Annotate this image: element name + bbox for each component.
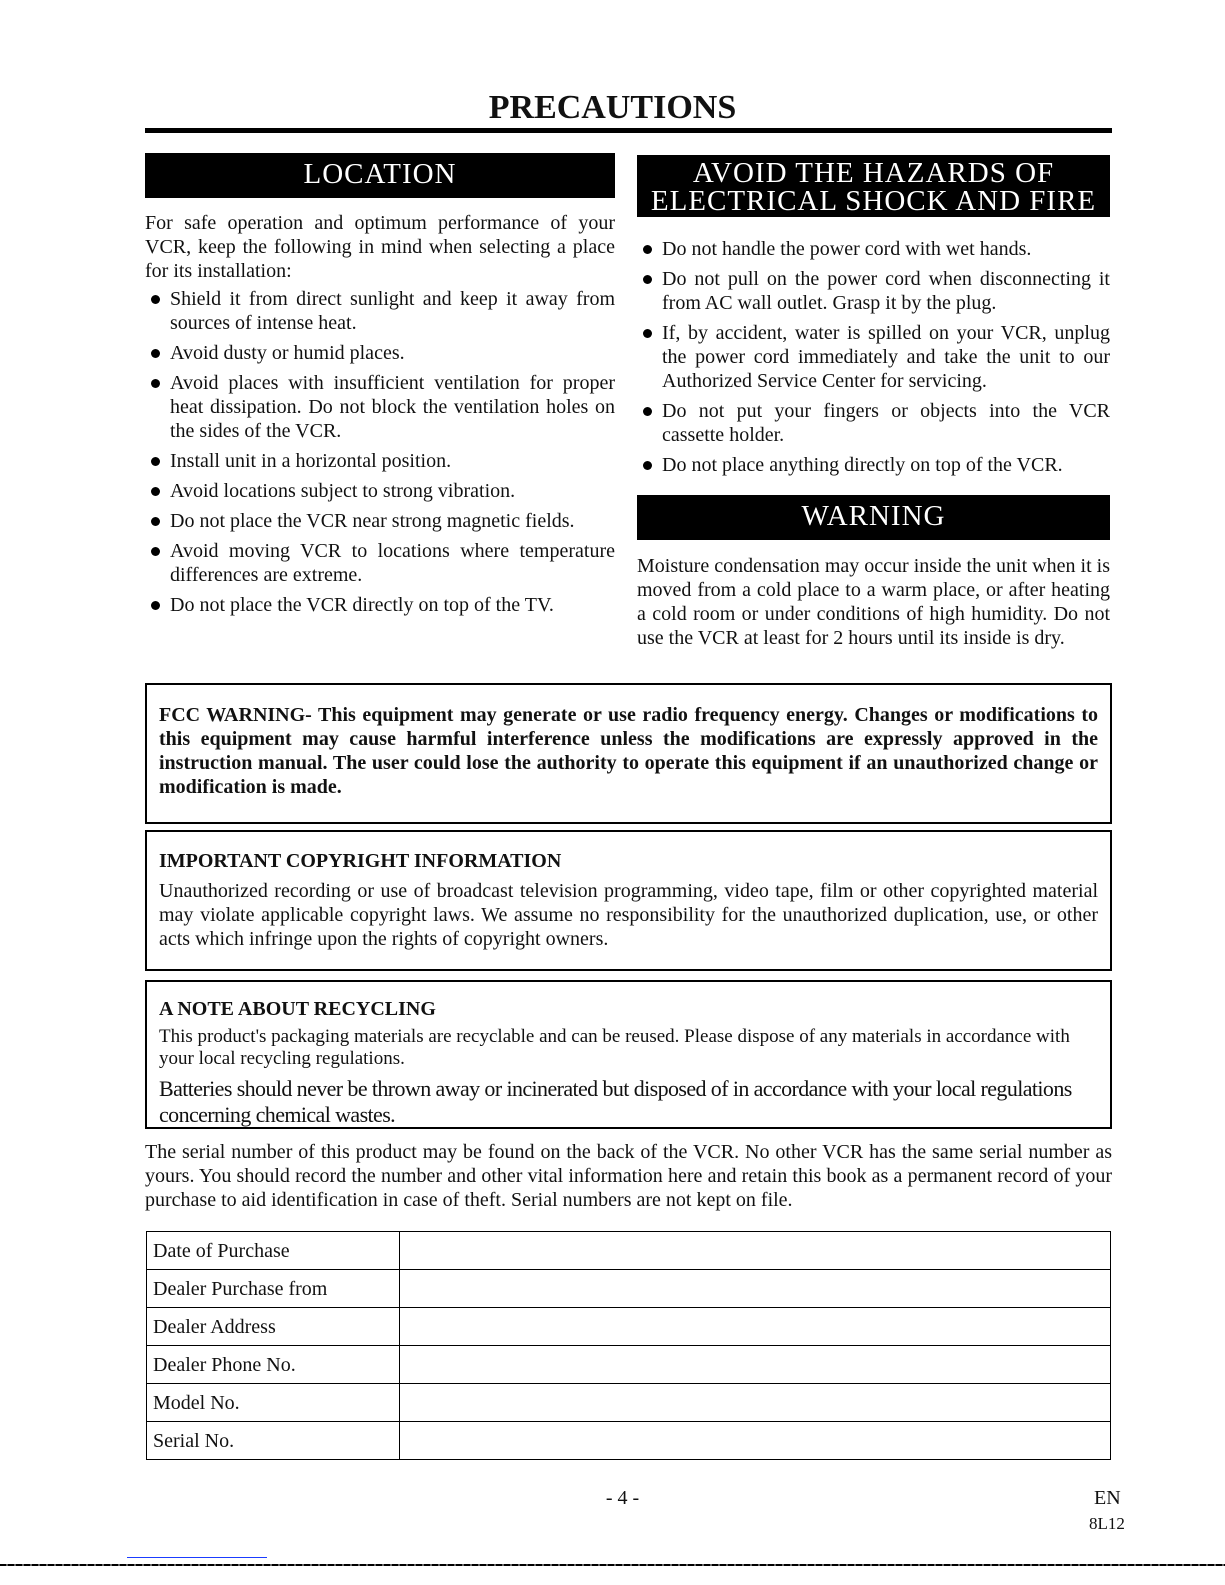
field-value[interactable] — [400, 1308, 1111, 1346]
bullet-icon — [151, 517, 160, 526]
recycling-heading: A NOTE ABOUT RECYCLING — [159, 998, 436, 1020]
hazards-heading-line2: ELECTRICAL SHOCK AND FIRE — [650, 185, 1097, 217]
list-item-text: Do not place anything directly on top of the VCR. — [662, 454, 1063, 476]
location-list — [145, 287, 615, 617]
list-item-text: Do not place the VCR directly on top of the TV. — [170, 594, 554, 616]
list-item — [145, 479, 615, 503]
field-value[interactable] — [400, 1384, 1111, 1422]
bullet-icon — [151, 601, 160, 610]
recycling-box — [145, 980, 1112, 1129]
bullet-icon — [151, 487, 160, 496]
list-item — [145, 371, 615, 443]
field-label: Model No. — [147, 1384, 400, 1422]
link-underline — [127, 1557, 267, 1558]
bullet-icon — [643, 245, 652, 254]
fcc-box — [145, 683, 1112, 824]
warning-text: Moisture condensation may occur inside the unit when it is moved from a cold place to a warm place, or after heating a cold room or under conditions of high humidity. Do not use the VCR at least for 2 hours until its inside is dry. — [637, 555, 1110, 649]
bullet-icon — [643, 275, 652, 284]
field-value[interactable] — [400, 1422, 1111, 1460]
list-item-text: Shield it from direct sunlight and keep it away from sources of intense heat. — [170, 288, 615, 334]
table-row — [147, 1270, 1111, 1308]
title-rule — [145, 128, 1112, 133]
bullet-icon — [151, 379, 160, 388]
list-item-text: Do not put your fingers or objects into the VCR cassette holder. — [662, 400, 1110, 446]
location-intro: For safe operation and optimum performance of your VCR, keep the following in mind when selecting a place for its installation: — [145, 212, 615, 282]
location-heading: LOCATION — [145, 153, 615, 198]
list-item — [145, 593, 615, 617]
list-item-text: Avoid places with insufficient ventilation for proper heat dissipation. Do not block the ventilation holes on the sides of the VCR. — [170, 372, 615, 442]
table-row — [147, 1232, 1111, 1270]
field-value[interactable] — [400, 1346, 1111, 1384]
field-label: Serial No. — [147, 1422, 400, 1460]
field-value[interactable] — [400, 1232, 1111, 1270]
list-item-text: Avoid dusty or humid places. — [170, 342, 405, 364]
copyright-box — [145, 830, 1112, 971]
hazards-heading-line1: AVOID THE HAZARDS OF — [692, 157, 1055, 189]
field-value[interactable] — [400, 1270, 1111, 1308]
serial-note: The serial number of this product may be found on the back of the VCR. No other VCR has the same serial number as yours. You should record the number and other vital information here and retain this book as a permanent record of your purchase to aid identification in case of theft. Serial numbers are not kept on file. — [145, 1141, 1112, 1211]
warning-heading: WARNING — [637, 495, 1110, 540]
list-item-text: Install unit in a horizontal position. — [170, 450, 452, 472]
list-item-text: Avoid moving VCR to locations where temperature differences are extreme. — [170, 540, 615, 586]
page-title: PRECAUTIONS — [488, 89, 737, 126]
list-item — [145, 509, 615, 533]
list-item-text: If, by accident, water is spilled on your VCR, unplug the power cord immediately and take the unit to our Authorized Service Center for servicing. — [662, 322, 1110, 392]
list-item — [145, 287, 615, 335]
list-item — [637, 267, 1110, 315]
bullet-icon — [643, 329, 652, 338]
bullet-icon — [643, 407, 652, 416]
field-label: Date of Purchase — [147, 1232, 400, 1270]
list-item-text: Do not place the VCR near strong magnetic fields. — [170, 510, 575, 532]
list-item-text: Do not handle the power cord with wet hands. — [662, 238, 1032, 260]
table-row — [147, 1384, 1111, 1422]
model-code: 8L12 — [1089, 1514, 1125, 1533]
record-table — [146, 1231, 1111, 1460]
batteries-text: Batteries should never be thrown away or incinerated but disposed of in accordance with your local regulations concerning chemical wastes. — [159, 1076, 1072, 1127]
list-item-text: Do not pull on the power cord when disconnecting it from AC wall outlet. Grasp it by the plug. — [662, 268, 1110, 314]
field-label: Dealer Address — [147, 1308, 400, 1346]
list-item — [637, 237, 1110, 261]
hazards-heading — [637, 155, 1110, 217]
hazards-list — [637, 237, 1110, 477]
list-item — [637, 399, 1110, 447]
list-item — [145, 539, 615, 587]
bullet-icon — [151, 295, 160, 304]
location-section — [145, 211, 615, 623]
copyright-heading: IMPORTANT COPYRIGHT INFORMATION — [159, 850, 562, 872]
list-item — [145, 449, 615, 473]
field-label: Dealer Purchase from — [147, 1270, 400, 1308]
bullet-icon — [151, 349, 160, 358]
copyright-text: Unauthorized recording or use of broadcast television programming, video tape, film or other copyrighted material may violate applicable copyright laws. We assume no responsibility for the unauthorized duplication, use, or other acts which infringe upon the rights of copyright owners. — [159, 880, 1098, 950]
list-item — [145, 341, 615, 365]
bullet-icon — [643, 461, 652, 470]
table-row — [147, 1346, 1111, 1384]
field-label: Dealer Phone No. — [147, 1346, 400, 1384]
list-item — [637, 453, 1110, 477]
scan-edge — [0, 1564, 1225, 1566]
bullet-icon — [151, 457, 160, 466]
bullet-icon — [151, 547, 160, 556]
language-code: EN — [1094, 1487, 1121, 1509]
list-item — [637, 321, 1110, 393]
list-item-text: Avoid locations subject to strong vibration. — [170, 480, 516, 502]
table-row — [147, 1308, 1111, 1346]
table-row — [147, 1422, 1111, 1460]
page-number: - 4 - — [605, 1487, 640, 1509]
fcc-warning-text: FCC WARNING- This equipment may generate or use radio frequency energy. Changes or modifications to this equipment may cause harmful interference unless the modifications are expressly approved in the instruction manual. The user could lose the authority to operate this equipment if an unauthorized change or modification is made. — [159, 704, 1098, 798]
recycling-text: This product's packaging materials are recyclable and can be reused. Please dispose of any materials in accordance with your local recycling regulations. — [159, 1026, 1070, 1069]
hazards-section — [637, 237, 1110, 483]
